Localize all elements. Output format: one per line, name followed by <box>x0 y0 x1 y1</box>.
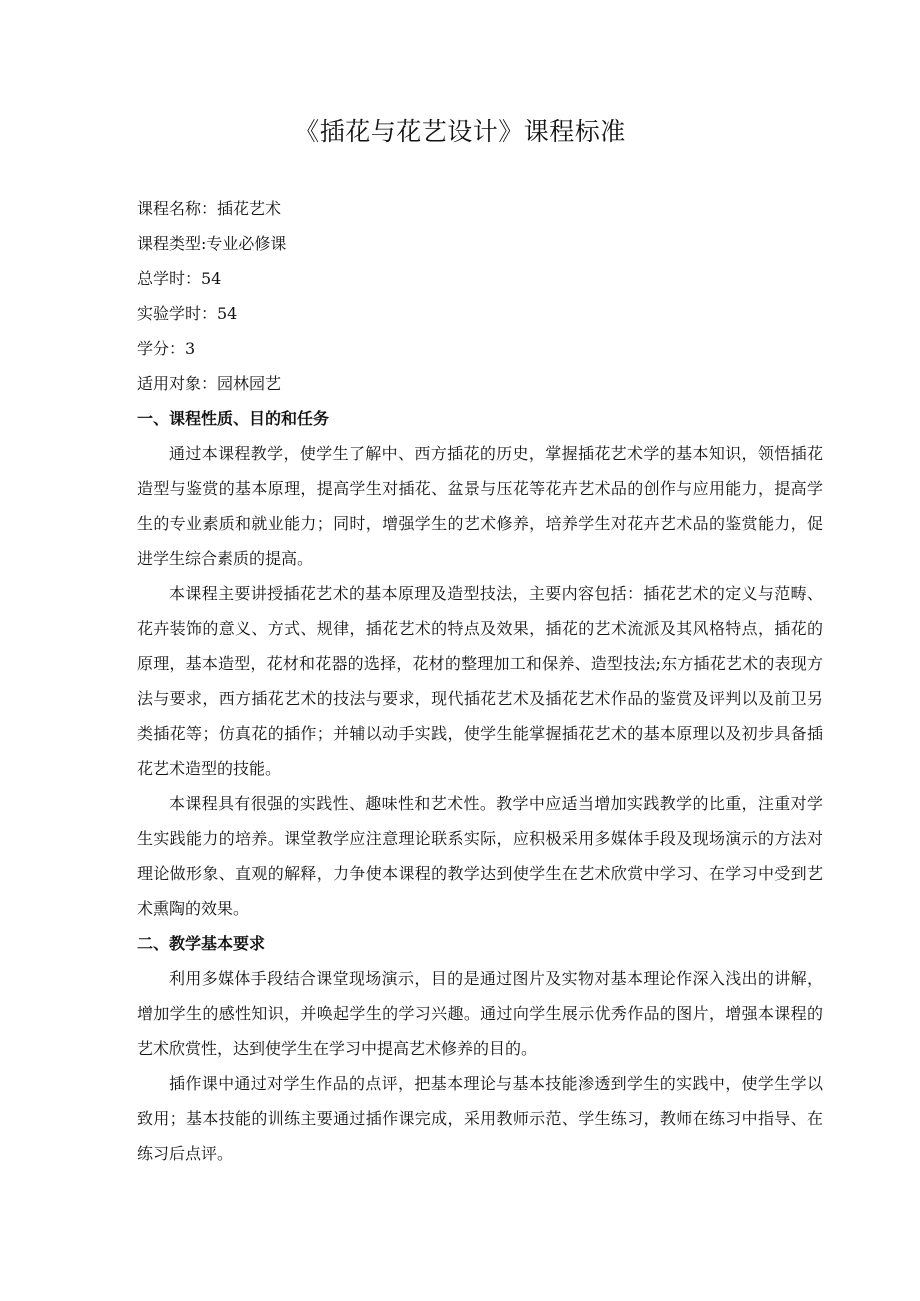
meta-course-name: 课程名称：插花艺术 <box>137 199 282 218</box>
document-body <box>137 191 823 1171</box>
document-title: 《插花与花艺设计》课程标准 <box>294 117 626 146</box>
paragraph: 通过本课程教学，使学生了解中、西方插花的历史，掌握插花艺术学的基本知识，领悟插花造型与鉴赏的基本原理，提高学生对插花、盆景与压花等花卉艺术品的创作与应用能力，提高学生的专业素质和就业能力；同时，增强学生的艺术修养，培养学生对花卉艺术品的鉴赏能力，促进学生综合素质的提高。 <box>137 444 823 568</box>
meta-credits: 学分：3 <box>137 339 196 358</box>
meta-audience: 适用对象：园林园艺 <box>137 374 282 393</box>
section-heading: 一、课程性质、目的和任务 <box>137 409 330 428</box>
course-meta <box>137 191 823 401</box>
paragraph: 本课程具有很强的实践性、趣味性和艺术性。教学中应适当增加实践教学的比重，注重对学生实践能力的培养。课堂教学应注意理论联系实际，应积极采用多媒体手段及现场演示的方法对理论做形象、直观的解释，力争使本课程的教学达到使学生在艺术欣赏中学习、在学习中受到艺术熏陶的效果。 <box>137 794 823 918</box>
section-teaching-requirements <box>137 926 823 1171</box>
meta-total-hours: 总学时：54 <box>137 269 222 288</box>
meta-course-type: 课程类型:专业必修课 <box>137 234 287 253</box>
section-heading: 二、教学基本要求 <box>137 934 266 953</box>
paragraph: 插作课中通过对学生作品的点评，把基本理论与基本技能渗透到学生的实践中，使学生学以致用；基本技能的训练主要通过插作课完成，采用教师示范、学生练习，教师在练习中指导、在练习后点评。 <box>137 1074 823 1163</box>
paragraph: 本课程主要讲授插花艺术的基本原理及造型技法，主要内容包括：插花艺术的定义与范畴、花卉装饰的意义、方式、规律，插花艺术的特点及效果，插花的艺术流派及其风格特点，插花的原理，基本造型，花材和花器的选择，花材的整理加工和保养、造型技法;东方插花艺术的表现方法与要求，西方插花艺术的技法与要求，现代插花艺术及插花艺术作品的鉴赏及评判以及前卫另类插花等；仿真花的插作；并辅以动手实践，使学生能掌握插花艺术的基本原理以及初步具备插花艺术造型的技能。 <box>137 584 823 778</box>
section-nature-purpose <box>137 401 823 926</box>
meta-lab-hours: 实验学时：54 <box>137 304 238 323</box>
paragraph: 利用多媒体手段结合课堂现场演示，目的是通过图片及实物对基本理论作深入浅出的讲解，增加学生的感性知识，并唤起学生的学习兴趣。通过向学生展示优秀作品的图片，增强本课程的艺术欣赏性，达到使学生在学习中提高艺术修养的目的。 <box>137 969 823 1058</box>
